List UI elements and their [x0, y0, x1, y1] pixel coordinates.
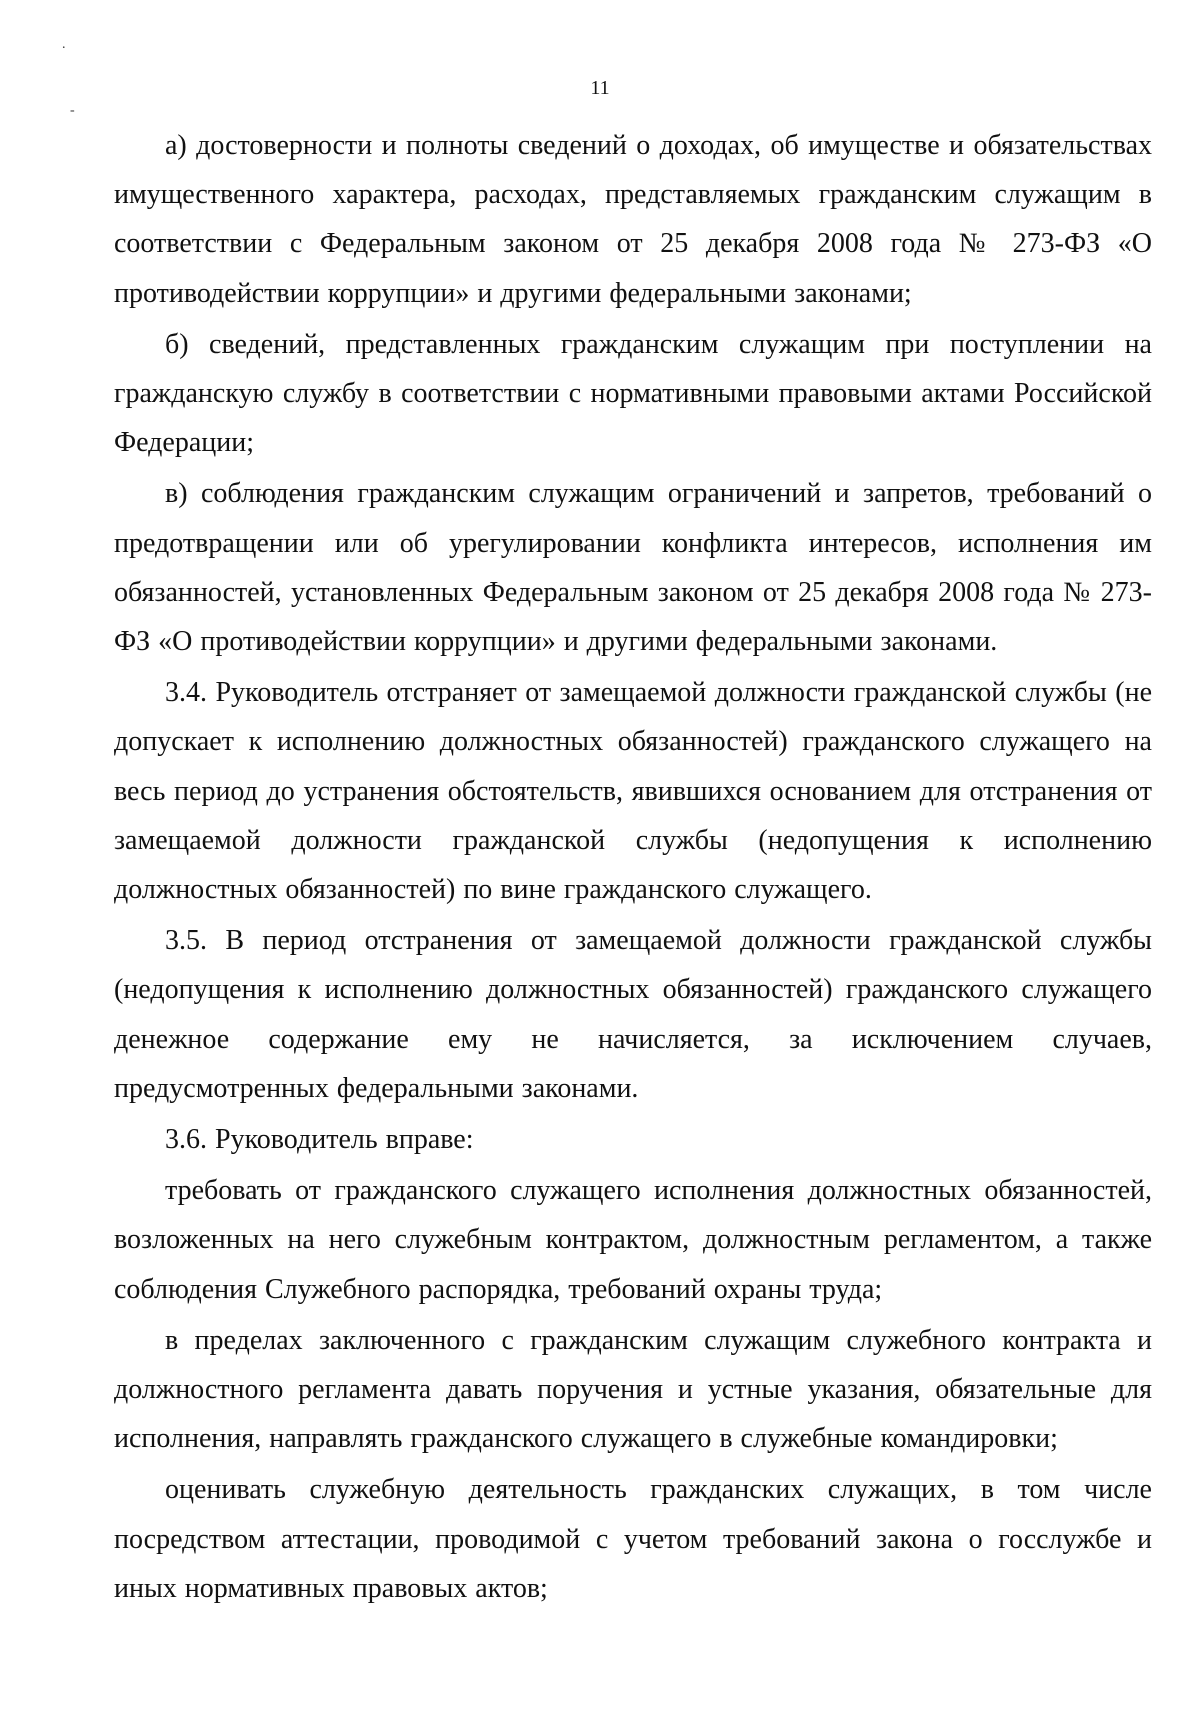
paragraph-evaluate: оценивать служебную деятельность гражданских служащих, в том числе посредством аттестации, проводимой с учетом требований закона о госслужбе и иных нормативных правовых актов; [114, 1474, 1152, 1604]
document-body [114, 121, 1152, 1615]
paragraph-b: б) сведений, представленных гражданским служащим при поступлении на гражданскую службу в соответствии с нормативными правовыми актами Российской Федерации; [114, 328, 1152, 459]
paragraph-require: требовать от гражданского служащего исполнения должностных обязанностей, возложенных на него служебным контрактом, должностным регламентом, а также соблюдения Служебного распорядка, требований охраны труда; [114, 1175, 1152, 1305]
paragraph-instructions: в пределах заключенного с гражданским служащим служебного контракта и должностного регламента давать поручения и устные указания, обязательные для исполнения, направлять гражданского служащего в служебные командировки; [114, 1324, 1152, 1455]
paragraph-3-4: 3.4. Руководитель отстраняет от замещаемой должности гражданской службы (не допускает к исполнению должностных обязанностей) гражданского служащего на весь период до устранения обстоятельств, явившихся основанием для отстранения от замещаемой должности гражданской службы (недопущения к исполнению должностных обязанностей) по вине гражданского служащего. [114, 677, 1152, 906]
paragraph-3-6: 3.6. Руководитель вправе: [165, 1124, 474, 1156]
scan-mark: - [70, 103, 75, 118]
page-number: 11 [590, 77, 610, 99]
paragraph-a: а) достоверности и полноты сведений о доходах, об имуществе и обязательствах имущественного характера, расходах, представляемых гражданским служащим в соответствии с Федеральным законом от 25 декабря 2008 года № 273-ФЗ «О противодействии коррупции» и другими федеральными законами; [114, 130, 1152, 309]
scan-mark: . [62, 37, 66, 52]
paragraph-c: в) соблюдения гражданским служащим ограничений и запретов, требований о предотвращении или об урегулировании конфликта интересов, исполнения им обязанностей, установленных Федеральным законом от 25 декабря 2008 года № 273-ФЗ «О противодействии коррупции» и другими федеральными законами. [114, 478, 1152, 658]
paragraph-3-5: 3.5. В период отстранения от замещаемой должности гражданской службы (недопущения к исполнению должностных обязанностей) гражданского служащего денежное содержание ему не начисляется, за исключением случаев, предусмотренных федеральными законами. [114, 925, 1152, 1104]
